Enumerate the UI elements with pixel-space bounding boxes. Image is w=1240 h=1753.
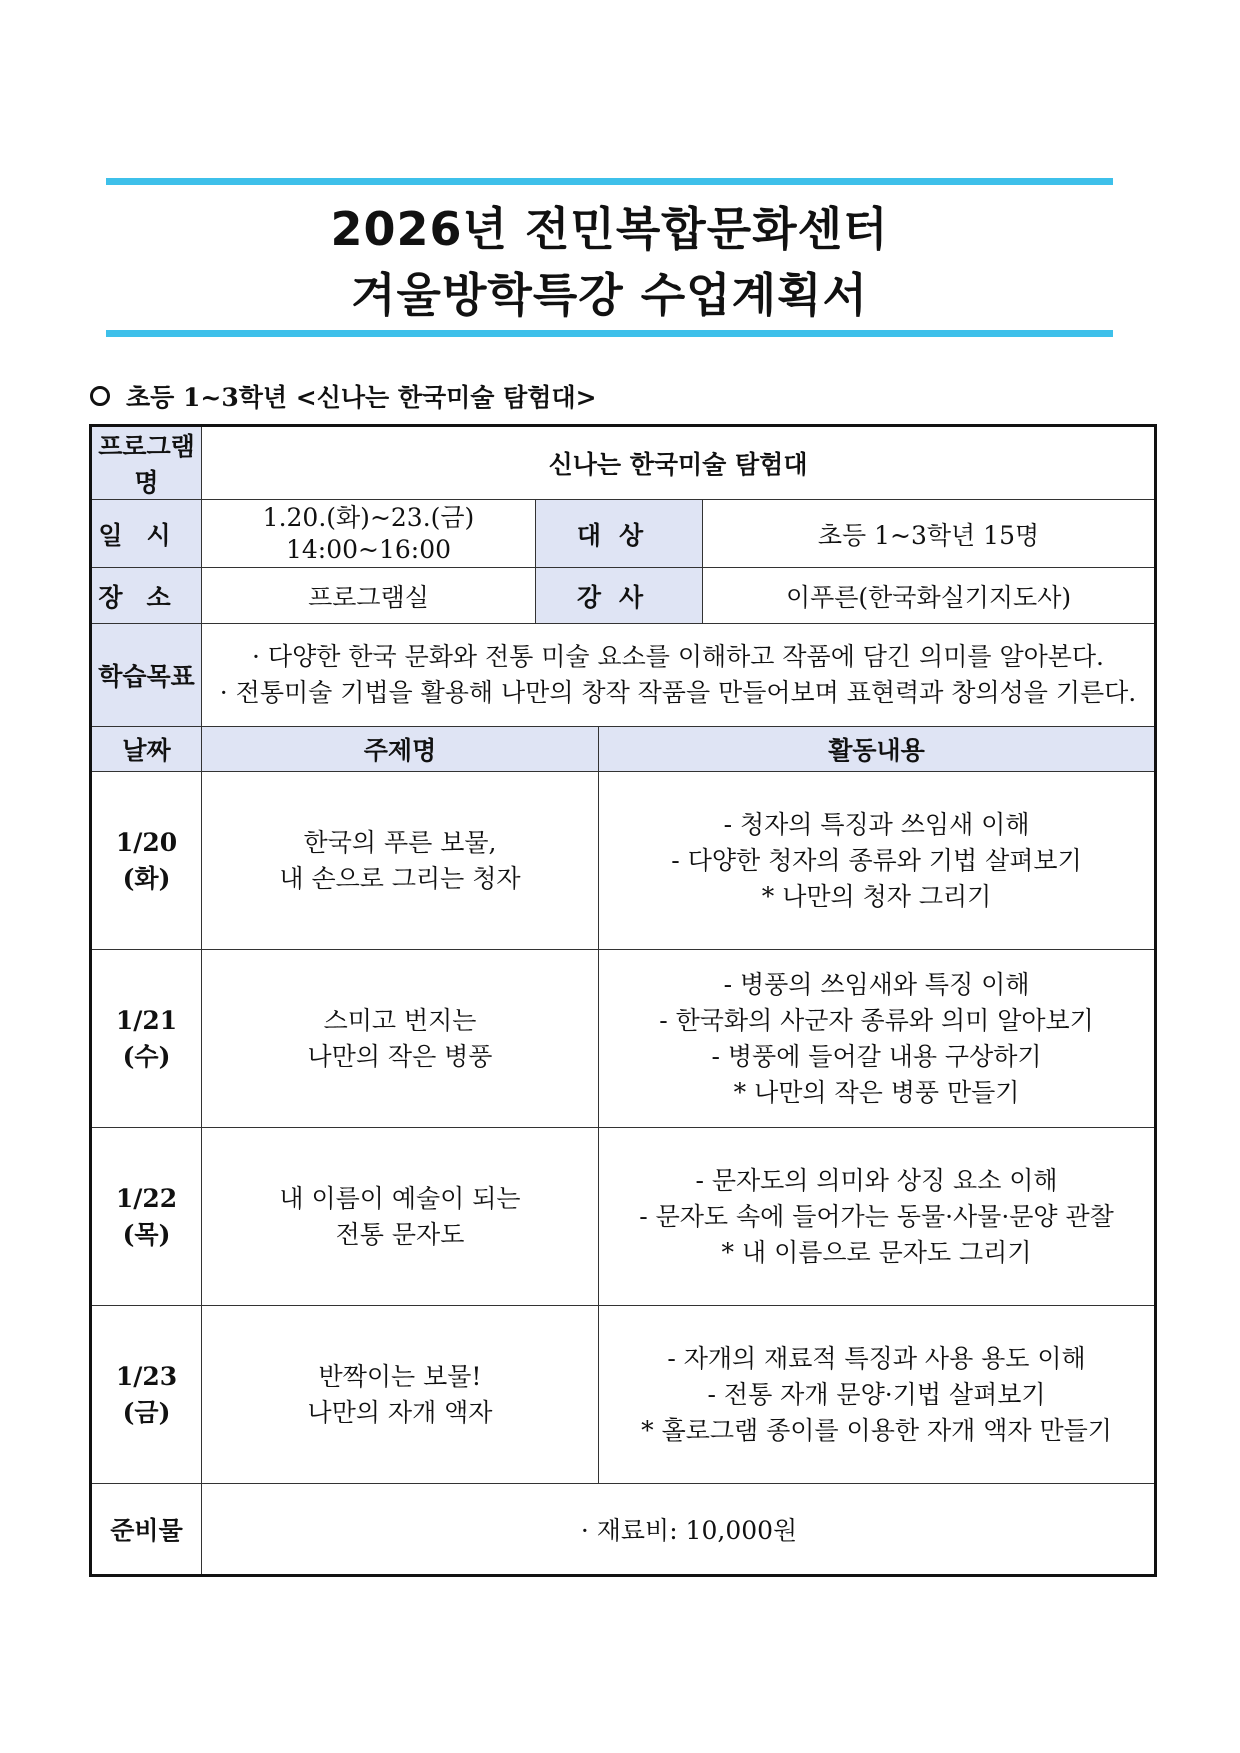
session-day: (수): [122, 1041, 171, 1071]
session-day: (금): [122, 1397, 171, 1427]
session-topic: [202, 950, 599, 1128]
schedule-row: [91, 772, 1156, 950]
title-top-rule: [106, 178, 1113, 185]
activity-item: - 다양한 청자의 종류와 기법 살펴보기: [671, 845, 1082, 875]
activity-item: - 문자도의 의미와 상징 요소 이해: [695, 1165, 1058, 1195]
date-value: [202, 500, 536, 568]
session-topic-line: 스미고 번지는: [323, 1005, 477, 1035]
session-activities: [599, 950, 1156, 1128]
place-instructor-row: [91, 568, 1156, 624]
program-value: 신나는 한국미술 탐험대: [202, 426, 1156, 500]
program-label: 프로그램명: [91, 426, 202, 500]
session-topic-line: 나만의 자개 액자: [307, 1397, 493, 1427]
session-date-value: 1/20: [115, 827, 178, 857]
session-date-value: 1/21: [115, 1005, 178, 1035]
circle-bullet-icon: [90, 386, 110, 406]
supplies-row: [91, 1484, 1156, 1576]
title-bottom-rule: [106, 330, 1113, 337]
schedule-row: [91, 950, 1156, 1128]
goal-item: · 다양한 한국 문화와 전통 미술 요소를 이해하고 작품에 담긴 의미를 알아본다.: [252, 642, 1104, 671]
place-label: 장소: [91, 568, 202, 624]
title-line-2: 겨울방학특강 수업계획서: [351, 268, 868, 322]
instructor-value: 이푸른(한국화실기지도사): [703, 568, 1156, 624]
supplies-value: · 재료비: 10,000원: [202, 1484, 1156, 1576]
session-topic: [202, 772, 599, 950]
goals-row: [91, 624, 1156, 727]
date-value-line-1: 1.20.(화)~23.(금): [262, 502, 475, 532]
goal-item: · 전통미술 기법을 활용해 나만의 창작 작품을 만들어보며 표현력과 창의성을 기른다.: [219, 678, 1137, 707]
goal-label: 학습목표: [91, 624, 202, 727]
activity-item: * 나만의 청자 그리기: [761, 881, 992, 911]
session-activities: [599, 1306, 1156, 1484]
session-date: [91, 772, 202, 950]
session-topic-line: 내 손으로 그리는 청자: [279, 863, 521, 893]
schedule-row: [91, 1306, 1156, 1484]
target-label: 대상: [536, 500, 703, 568]
session-topic: [202, 1128, 599, 1306]
activity-item: * 홀로그램 종이를 이용한 자개 액자 만들기: [641, 1415, 1112, 1445]
col-topic-header: 주제명: [202, 727, 599, 772]
session-activities: [599, 1128, 1156, 1306]
activity-item: - 자개의 재료적 특징과 사용 용도 이해: [667, 1343, 1086, 1373]
place-value: 프로그램실: [202, 568, 536, 624]
session-topic-line: 나만의 작은 병풍: [307, 1041, 493, 1071]
class-plan-table: [89, 424, 1157, 1577]
activity-item: - 전통 자개 문양·기법 살펴보기: [707, 1379, 1046, 1409]
session-topic: [202, 1306, 599, 1484]
session-activities: [599, 772, 1156, 950]
col-date-header: 날짜: [91, 727, 202, 772]
title-line-1: 2026년 전민복합문화센터: [330, 202, 889, 256]
goal-list: [202, 624, 1156, 727]
session-date-value: 1/23: [115, 1361, 178, 1391]
session-day: (화): [122, 863, 171, 893]
session-date: [91, 1306, 202, 1484]
activity-item: - 문자도 속에 들어가는 동물·사물·문양 관찰: [639, 1201, 1114, 1231]
target-value: 초등 1~3학년 15명: [703, 500, 1156, 568]
program-row: [91, 426, 1156, 500]
session-topic-line: 반짝이는 보물!: [318, 1361, 482, 1391]
activity-item: - 청자의 특징과 쓰임새 이해: [723, 809, 1030, 839]
instructor-label: 강사: [536, 568, 703, 624]
activity-item: - 병풍에 들어갈 내용 구상하기: [711, 1041, 1042, 1071]
activity-item: * 내 이름으로 문자도 그리기: [721, 1237, 1032, 1267]
date-target-row: [91, 500, 1156, 568]
section-heading-text: 초등 1~3학년 <신나는 한국미술 탐험대>: [126, 383, 597, 412]
schedule-header-row: [91, 727, 1156, 772]
activity-item: * 나만의 작은 병풍 만들기: [733, 1077, 1020, 1107]
section-heading: [90, 378, 597, 414]
date-value-line-2: 14:00~16:00: [285, 534, 452, 564]
activity-item: - 병풍의 쓰임새와 특징 이해: [723, 969, 1030, 999]
col-activities-header: 활동내용: [599, 727, 1156, 772]
activity-item: - 한국화의 사군자 종류와 의미 알아보기: [659, 1005, 1094, 1035]
page-title: [106, 196, 1113, 328]
supplies-label: 준비물: [91, 1484, 202, 1576]
session-date: [91, 1128, 202, 1306]
date-label: 일시: [91, 500, 202, 568]
session-topic-line: 내 이름이 예술이 되는: [279, 1183, 521, 1213]
session-date-value: 1/22: [115, 1183, 178, 1213]
schedule-row: [91, 1128, 1156, 1306]
session-day: (목): [122, 1219, 171, 1249]
session-topic-line: 한국의 푸른 보물,: [303, 827, 497, 857]
session-topic-line: 전통 문자도: [335, 1219, 465, 1249]
session-date: [91, 950, 202, 1128]
